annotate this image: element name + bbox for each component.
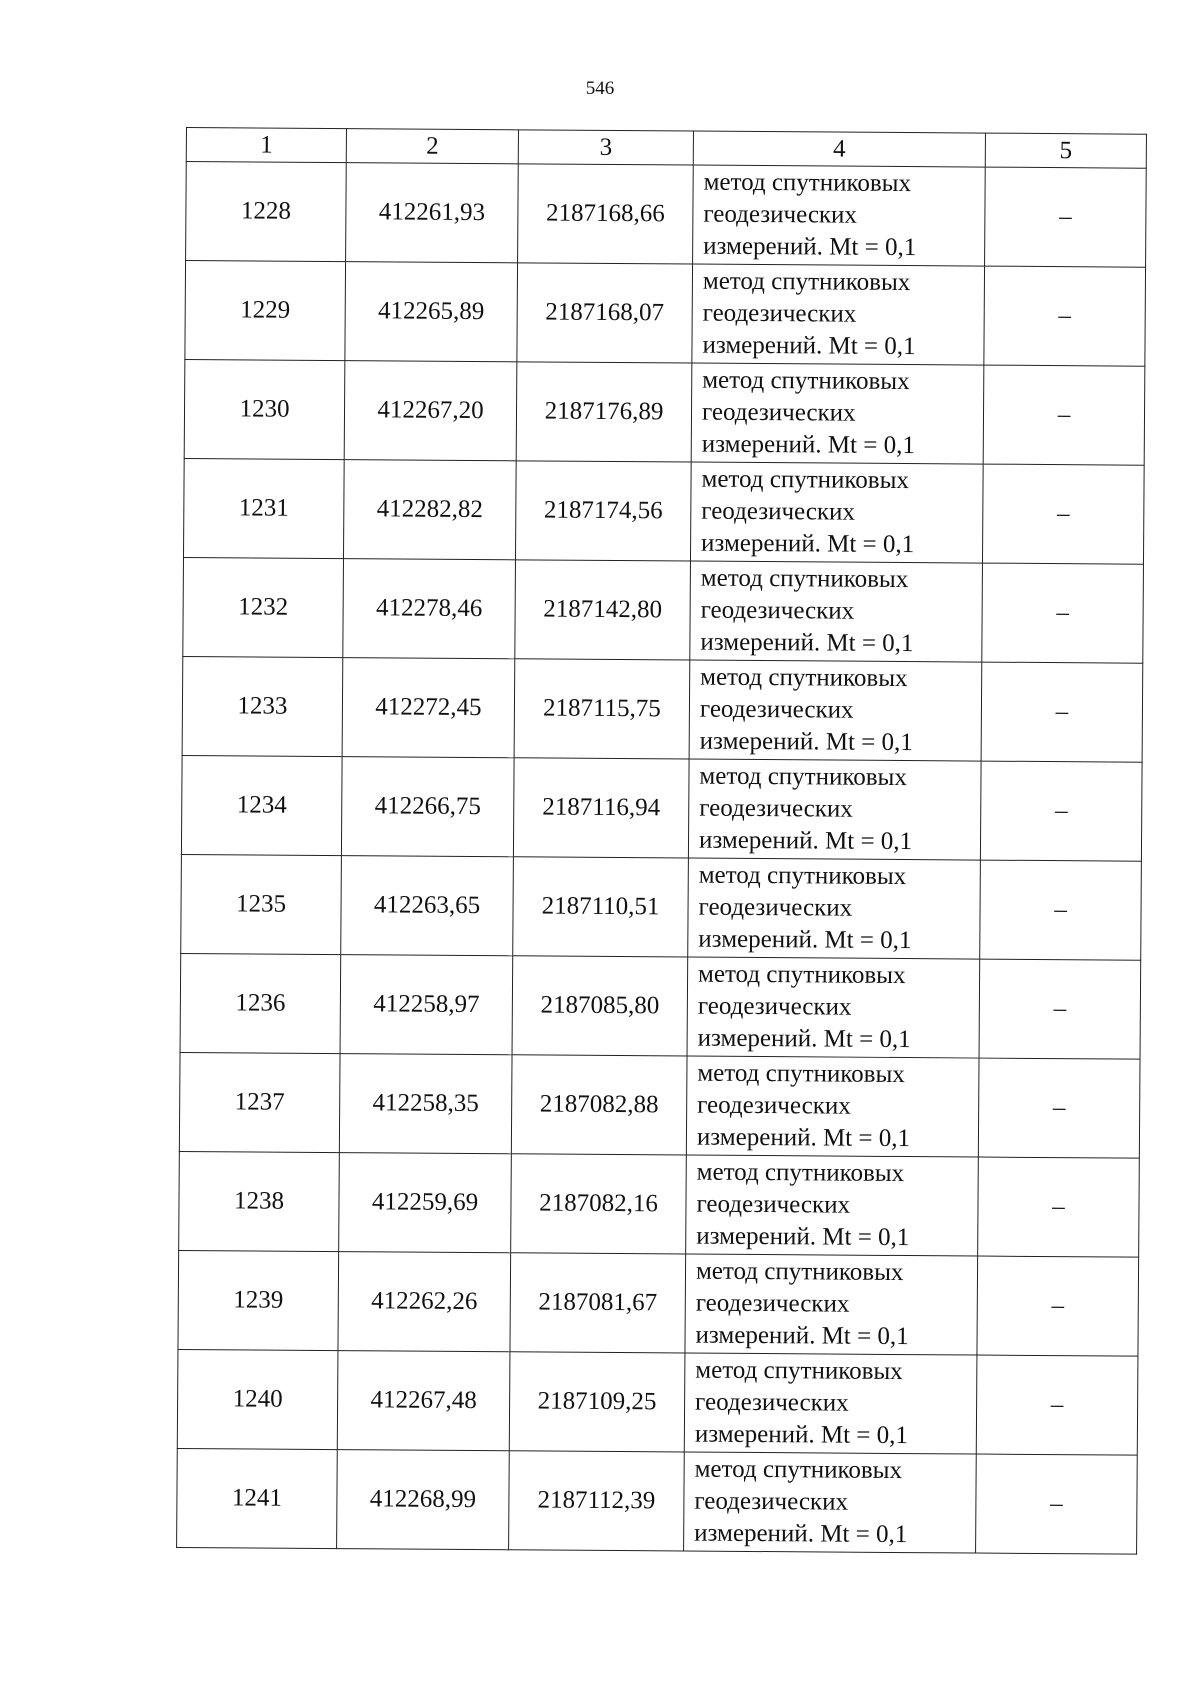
method-line: метод спутниковых <box>695 1356 903 1386</box>
header-col-2: 2 <box>346 129 518 164</box>
point-number-cell: 1237 <box>179 1052 340 1152</box>
method-line: метод спутниковых <box>702 267 911 297</box>
note-cell: – <box>982 563 1144 663</box>
method-cell <box>685 1254 978 1355</box>
method-cell <box>692 264 985 365</box>
method-line: измерений. Mt = 0,1 <box>695 1321 909 1351</box>
method-line: геодезических <box>699 695 854 724</box>
table-row <box>177 1349 1138 1455</box>
table-row <box>181 854 1142 960</box>
coordinate-x-cell: 412262,26 <box>338 1252 511 1352</box>
coordinate-x-cell: 412261,93 <box>346 163 519 263</box>
method-line: геодезических <box>700 596 855 625</box>
coordinate-x-cell: 412267,48 <box>337 1351 510 1451</box>
method-line: геодезических <box>695 1289 850 1318</box>
note-cell: – <box>980 761 1142 861</box>
table-body <box>177 162 1147 1555</box>
method-line: измерений. Mt = 0,1 <box>703 232 917 262</box>
point-number-cell: 1233 <box>182 656 343 756</box>
method-line: геодезических <box>703 200 858 229</box>
point-number-cell: 1230 <box>184 359 345 459</box>
point-number-cell: 1241 <box>177 1448 338 1548</box>
note-cell: – <box>977 1256 1139 1356</box>
table-row <box>182 656 1143 762</box>
coordinate-y-cell: 2187081,67 <box>510 1253 686 1353</box>
method-line: измерений. Mt = 0,1 <box>701 430 915 460</box>
table-row <box>179 1151 1140 1257</box>
table-row <box>177 1448 1138 1554</box>
method-line: метод спутниковых <box>698 861 907 891</box>
method-cell <box>689 660 982 761</box>
method-line: измерений. Mt = 0,1 <box>694 1519 908 1549</box>
table-row <box>178 1250 1139 1356</box>
table-row <box>186 162 1147 268</box>
header-col-1: 1 <box>186 128 346 163</box>
table-row <box>183 557 1144 663</box>
point-number-cell: 1231 <box>183 458 344 558</box>
note-cell: – <box>983 365 1145 465</box>
method-cell <box>687 957 980 1058</box>
coordinate-x-cell: 412258,35 <box>339 1054 512 1154</box>
method-line: измерений. Mt = 0,1 <box>696 1123 911 1153</box>
method-line: геодезических <box>701 497 856 526</box>
method-line: геодезических <box>695 1388 849 1417</box>
coordinate-y-cell: 2187168,66 <box>518 164 694 264</box>
method-line: измерений. Mt = 0,1 <box>698 925 912 955</box>
coordinate-y-cell: 2187115,75 <box>514 659 690 759</box>
note-cell: – <box>976 1355 1138 1455</box>
method-line: геодезических <box>697 992 852 1021</box>
method-line: метод спутниковых <box>699 762 907 792</box>
coordinate-y-cell: 2187110,51 <box>513 857 689 957</box>
table-row <box>185 261 1146 367</box>
coordinate-x-cell: 412282,82 <box>343 460 516 560</box>
note-cell: – <box>985 167 1147 267</box>
header-col-5: 5 <box>985 133 1146 168</box>
header-col-4: 4 <box>693 131 985 167</box>
method-cell <box>686 1155 979 1256</box>
point-number-cell: 1232 <box>183 557 344 657</box>
table-row <box>179 1052 1140 1158</box>
method-line: метод спутниковых <box>695 1257 904 1287</box>
point-number-cell: 1234 <box>181 755 342 855</box>
coordinate-x-cell: 412263,65 <box>341 856 514 956</box>
method-line: геодезических <box>694 1487 849 1516</box>
table-row <box>184 359 1145 465</box>
note-cell: – <box>984 266 1146 366</box>
note-cell: – <box>978 1058 1140 1158</box>
method-line: измерений. Mt = 0,1 <box>694 1420 909 1450</box>
coordinate-y-cell: 2187109,25 <box>509 1352 685 1452</box>
table-row <box>181 755 1142 861</box>
note-cell: – <box>978 1157 1140 1257</box>
note-cell: – <box>981 662 1143 762</box>
method-cell <box>686 1056 979 1157</box>
coordinate-y-cell: 2187174,56 <box>515 461 691 561</box>
method-line: метод спутниковых <box>698 960 906 990</box>
method-line: метод спутниковых <box>696 1158 905 1188</box>
coordinate-x-cell: 412259,69 <box>339 1153 512 1253</box>
method-cell <box>684 1452 977 1553</box>
coordinate-y-cell: 2187176,89 <box>516 362 692 462</box>
method-line: метод спутниковых <box>703 168 912 198</box>
method-line: геодезических <box>696 1190 851 1219</box>
coordinate-y-cell: 2187142,80 <box>515 560 691 660</box>
method-cell <box>693 165 986 266</box>
point-number-cell: 1239 <box>178 1250 339 1350</box>
point-number-cell: 1235 <box>181 854 342 954</box>
coordinate-x-cell: 412272,45 <box>342 658 515 758</box>
method-cell <box>688 858 981 959</box>
method-line: метод спутниковых <box>697 1059 905 1089</box>
method-line: метод спутниковых <box>700 663 908 693</box>
method-line: метод спутниковых <box>694 1455 903 1485</box>
method-line: измерений. Mt = 0,1 <box>699 727 913 757</box>
coordinate-y-cell: 2187116,94 <box>513 758 689 858</box>
coordinates-table <box>176 127 1147 1555</box>
method-line: метод спутниковых <box>702 366 910 396</box>
point-number-cell: 1229 <box>185 261 346 361</box>
coordinate-x-cell: 412258,97 <box>340 955 513 1055</box>
note-cell: – <box>982 464 1144 564</box>
note-cell: – <box>980 860 1142 960</box>
method-line: геодезических <box>698 893 853 922</box>
table-row <box>180 953 1141 1059</box>
method-cell <box>690 462 983 563</box>
coordinate-y-cell: 2187085,80 <box>512 956 688 1056</box>
table-row <box>183 458 1144 564</box>
header-col-3: 3 <box>518 130 693 165</box>
method-line: измерений. Mt = 0,1 <box>701 529 915 559</box>
method-line: измерений. Mt = 0,1 <box>702 331 916 361</box>
coordinate-x-cell: 412267,20 <box>344 361 517 461</box>
coordinate-x-cell: 412278,46 <box>343 559 516 659</box>
method-cell <box>690 561 983 662</box>
method-line: геодезических <box>701 398 856 427</box>
method-line: измерений. Mt = 0,1 <box>698 826 913 856</box>
method-cell <box>688 759 981 860</box>
point-number-cell: 1240 <box>177 1349 338 1449</box>
coordinate-y-cell: 2187168,07 <box>517 263 693 363</box>
point-number-cell: 1236 <box>180 953 341 1053</box>
coordinate-x-cell: 412266,75 <box>341 757 514 857</box>
note-cell: – <box>979 959 1141 1059</box>
coordinate-x-cell: 412268,99 <box>337 1450 510 1550</box>
point-number-cell: 1238 <box>179 1151 340 1251</box>
method-line: метод спутниковых <box>700 564 909 594</box>
coordinate-y-cell: 2187082,88 <box>511 1055 687 1155</box>
page-number: 546 <box>585 78 615 99</box>
coordinate-y-cell: 2187082,16 <box>511 1154 687 1254</box>
method-line: измерений. Mt = 0,1 <box>697 1024 911 1054</box>
coordinate-x-cell: 412265,89 <box>345 262 518 362</box>
note-cell: – <box>976 1454 1138 1554</box>
method-line: геодезических <box>702 299 857 328</box>
method-line: геодезических <box>699 794 853 823</box>
method-line: измерений. Mt = 0,1 <box>700 628 914 658</box>
method-cell <box>684 1353 977 1454</box>
method-line: геодезических <box>697 1091 851 1120</box>
coordinate-y-cell: 2187112,39 <box>509 1451 685 1551</box>
method-cell <box>691 363 984 464</box>
method-line: метод спутниковых <box>701 465 910 495</box>
method-line: измерений. Mt = 0,1 <box>696 1222 910 1252</box>
point-number-cell: 1228 <box>186 162 347 262</box>
